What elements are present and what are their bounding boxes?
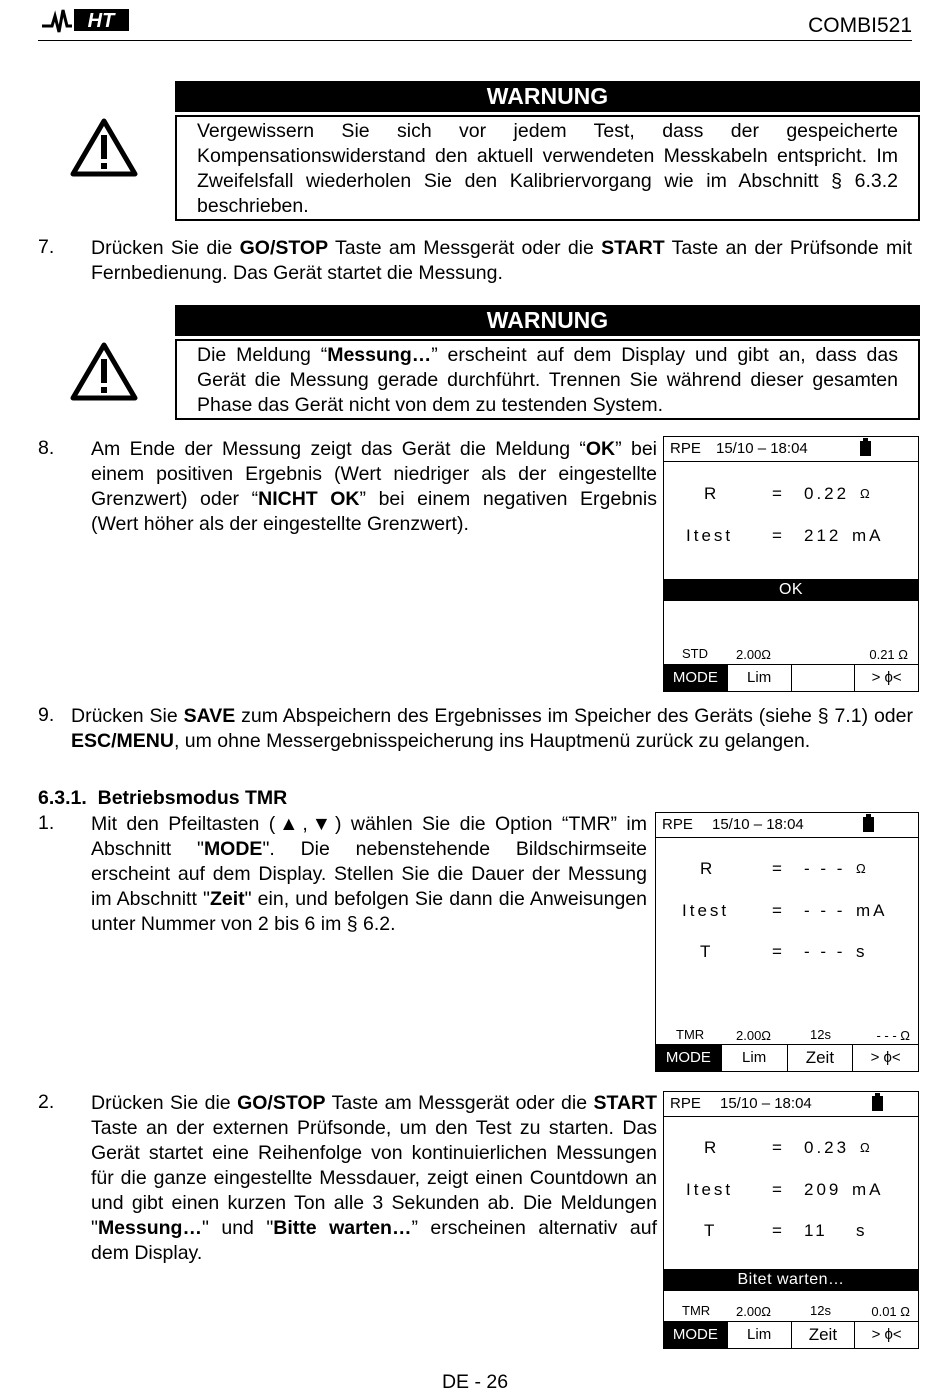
empty-softkey[interactable] (791, 665, 855, 691)
lim-softkey[interactable]: Lim (727, 1322, 791, 1348)
step-number: 8. (38, 437, 55, 459)
step-text: Drücken Sie SAVE zum Abspeichern des Ergebnisses im Speicher des Geräts (siehe § 7.1) oder ESC/MENU, um ohne Messergebnisspeicherung ins Hauptmenü zurück zu gelangen. (71, 705, 913, 752)
time-softkey[interactable]: Zeit (791, 1322, 855, 1348)
softkey-bar (664, 664, 918, 691)
mode-softkey[interactable]: MODE (656, 1045, 721, 1071)
header-rule (38, 40, 912, 41)
display-screen: RPE 15/10 – 18:04 R = 0.22 Ω Itest = 212 mA OK STD 2.00Ω 0.21 Ω MODE Lim > ϕ< (663, 436, 919, 692)
step-text: Mit den Pfeiltasten (▲,▼) wählen Sie die Option “TMR” im Abschnitt "MODE". Die nebenstehende Bildschirmseite erscheint auf dem Display. Stellen Sie die Dauer der Messung im Abschnitt "Zeit" ein, und befolgen Sie dann die Anweisungen unter Nummer von 2 bis 6 im § 6.2. (91, 813, 647, 935)
step-text: Am Ende der Messung zeigt das Gerät die Meldung “OK” bei einem positiven Ergebnis (Wert niedriger als der eingestellte Grenzwert) oder “NICHT OK” bei einem negativen Ergebnis (Wert höher als der eingestellte Grenzwert). (91, 438, 657, 535)
status-banner: OK (664, 579, 918, 601)
section-title: 6.3.1. Betriebsmodus TMR (38, 787, 288, 809)
model-name: COMBI521 (808, 14, 912, 37)
zero-softkey[interactable]: > ϕ< (854, 1322, 918, 1348)
battery-icon (863, 817, 874, 832)
warning-text: Vergewissern Sie sich vor jedem Test, dass der gespeicherte Kompensationswiderstand den aktuell verwendeten Messkabeln entspricht. Im Zweifelsfall wiederholen Sie den Kalibriervorgang wie im Abschnitt § 6.3.2 beschrieben. (197, 120, 898, 217)
mode-softkey[interactable]: MODE (664, 1322, 727, 1348)
step-number: 1. (38, 812, 55, 834)
lim-softkey[interactable]: Lim (721, 1045, 787, 1071)
page-number: DE - 26 (441, 1371, 509, 1393)
warning-title: WARNUNG (175, 81, 920, 112)
ht-logo (40, 4, 132, 34)
display-screen: RPE 15/10 – 18:04 R = - - - Ω Itest = - - - mA T = - - - s TMR 2.00Ω 12s - - - Ω MODE Lim Zeit > ϕ< (655, 812, 919, 1072)
lim-softkey[interactable]: Lim (727, 665, 791, 691)
step-number: 9. (38, 704, 55, 726)
step-text: Drücken Sie die GO/STOP Taste am Messgerät oder die START Taste an der Prüfsonde mit Fernbedienung. Das Gerät startet die Messung. (91, 237, 912, 284)
display-screen: RPE 15/10 – 18:04 R = 0.23 Ω Itest = 209 mA T = 11 s Bitet warten… TMR 2.00Ω 12s 0.01 Ω MODE Lim Zeit > ϕ< (663, 1091, 919, 1349)
step-number: 2. (38, 1091, 55, 1113)
warning-title: WARNUNG (175, 305, 920, 336)
battery-icon (872, 1096, 883, 1111)
step-text: Drücken Sie die GO/STOP Taste am Messgerät oder die START Taste an der externen Prüfsonde, um den Test zu starten. Das Gerät startet eine Reihenfolge von kontinuierlichen Messungen für die ganze eingestellte Messdauer, zeigt einen Countdown an und gibt einen kurzen Ton alle 3 Sekunden ab. Die Meldungen "Messung…" und "Bitte warten…” erscheinen alternativ auf dem Display. (91, 1092, 658, 1264)
svg-text:HT: HT (87, 10, 115, 32)
status-banner: Bitet warten… (664, 1269, 918, 1291)
softkey-bar (656, 1044, 918, 1071)
battery-icon (860, 441, 871, 456)
zero-softkey[interactable]: > ϕ< (854, 665, 918, 691)
time-softkey[interactable]: Zeit (787, 1045, 853, 1071)
warning-box (175, 115, 920, 221)
zero-softkey[interactable]: > ϕ< (852, 1045, 918, 1071)
display-header: RPE 15/10 – 18:04 (664, 437, 918, 462)
warning-icon (70, 117, 138, 182)
display-header: RPE 15/10 – 18:04 (656, 813, 918, 838)
display-header: RPE 15/10 – 18:04 (664, 1092, 918, 1117)
step-number: 7. (38, 236, 55, 258)
softkey-bar (664, 1321, 918, 1348)
mode-softkey[interactable]: MODE (664, 665, 727, 691)
warning-box: Die Meldung “Messung…” erscheint auf dem Display und gibt an, dass das Gerät die Messung gerade durchführt. Trennen Sie während dieser gesamten Phase das Gerät nicht von dem zu testenden System. (175, 339, 920, 420)
warning-icon (70, 341, 138, 406)
